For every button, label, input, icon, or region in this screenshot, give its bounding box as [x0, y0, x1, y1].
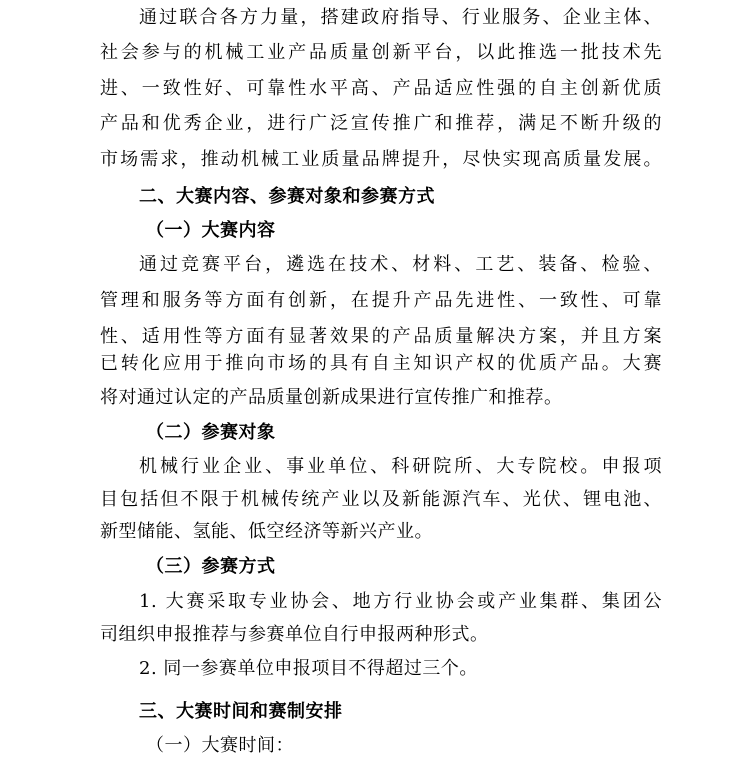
- section-2-3-heading: （三）参赛方式: [146, 556, 276, 577]
- intro-line-2: 社会参与的机械工业产品质量创新平台，以此推选一批技术先: [100, 42, 662, 63]
- intro-line-4: 产品和优秀企业，进行广泛宣传推广和推荐，满足不断升级的: [100, 113, 662, 134]
- intro-line-1: 通过联合各方力量，搭建政府指导、行业服务、企业主体、: [139, 7, 662, 28]
- section-2-2-heading: （二）参赛对象: [146, 422, 276, 443]
- targets-line-3: 新型储能、氢能、低空经济等新兴产业。: [100, 521, 433, 542]
- section-2-heading: 二、大赛内容、参赛对象和参赛方式: [139, 186, 435, 207]
- content-line-1: 通过竞赛平台，遴选在技术、材料、工艺、装备、检验、: [139, 254, 662, 275]
- methods-line-1: 1. 大赛采取专业协会、地方行业协会或产业集群、集团公: [139, 591, 662, 612]
- targets-line-2: 目包括但不限于机械传统产业以及新能源汽车、光伏、锂电池、: [100, 489, 662, 510]
- methods-line-3: 2. 同一参赛单位申报项目不得超过三个。: [139, 658, 478, 679]
- section-3-1-heading: （一）大赛时间：: [146, 735, 294, 756]
- intro-line-3: 进、一致性好、可靠性水平高、产品适应性强的自主创新优质: [100, 78, 662, 99]
- content-line-3: 性、适用性等方面有显著效果的产品质量解决方案，并且方案: [100, 326, 662, 347]
- methods-line-2: 司组织申报推荐与参赛单位自行申报两种形式。: [100, 624, 489, 645]
- intro-line-5: 市场需求，推动机械工业质量品牌提升，尽快实现高质量发展。: [100, 149, 662, 170]
- targets-line-1: 机械行业企业、事业单位、科研院所、大专院校。申报项: [139, 456, 662, 477]
- section-2-1-heading: （一）大赛内容: [146, 220, 276, 241]
- content-line-2: 管理和服务等方面有创新，在提升产品先进性、一致性、可靠: [100, 290, 662, 311]
- section-3-heading: 三、大赛时间和赛制安排: [139, 701, 343, 722]
- content-line-4: 已转化应用于推向市场的具有自主知识产权的优质产品。大赛: [100, 353, 662, 374]
- content-line-5: 将对通过认定的产品质量创新成果进行宣传推广和推荐。: [100, 387, 563, 408]
